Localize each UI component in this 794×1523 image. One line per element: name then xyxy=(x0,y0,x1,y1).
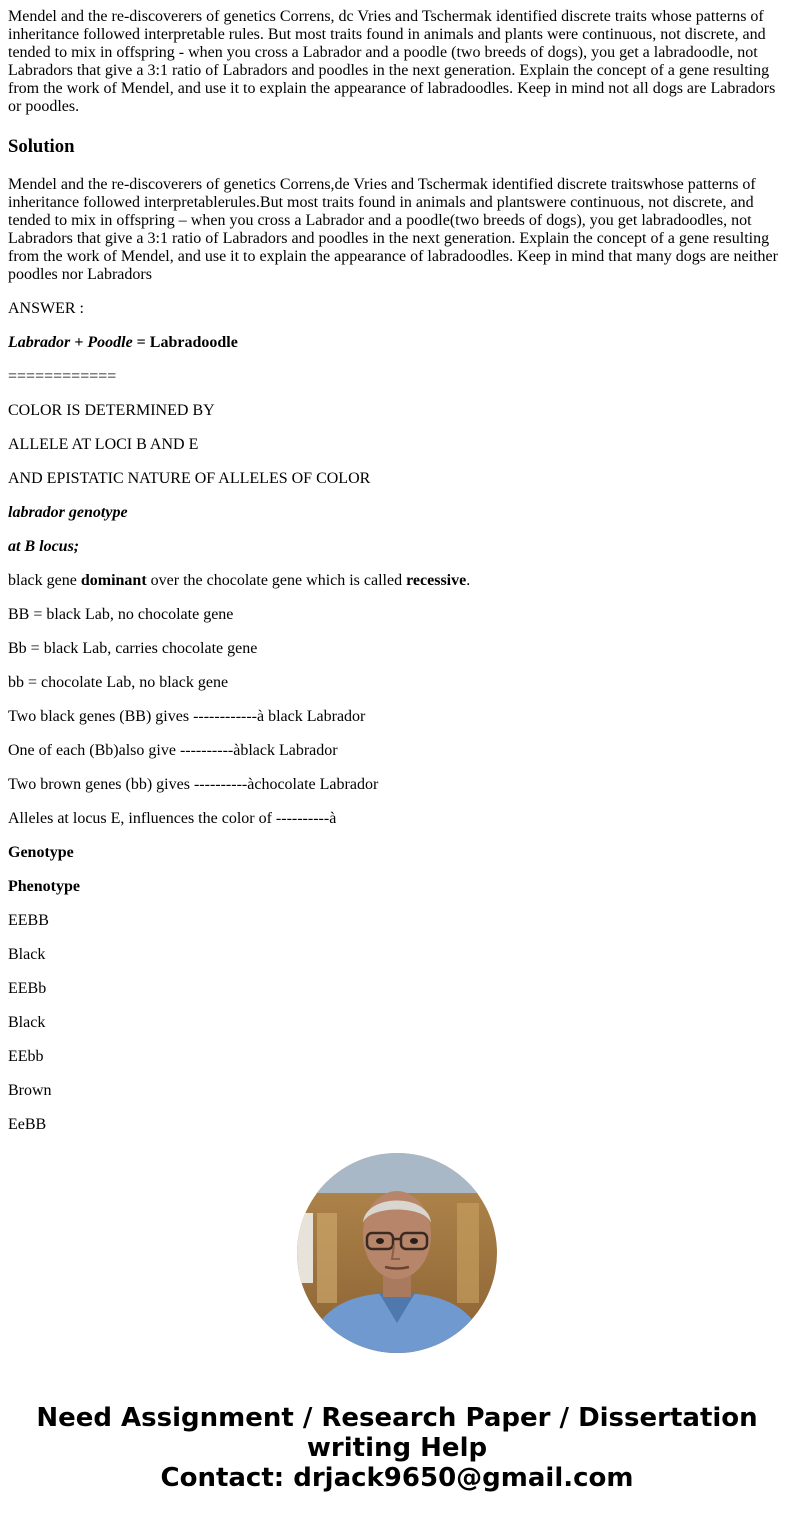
promo-line-2: writing Help xyxy=(306,1433,488,1463)
dominance-mid: over the chocolate gene which is called xyxy=(146,572,407,589)
answer-label: ANSWER : xyxy=(8,300,84,317)
color-line-1: COLOR IS DETERMINED BY xyxy=(8,402,215,419)
table-cell-genotype: EeBB xyxy=(8,1116,47,1133)
b-locus-text: at B locus; xyxy=(8,538,80,555)
genotype-line: BB = black Lab, no chocolate gene xyxy=(8,606,234,623)
cross-equation xyxy=(8,334,780,352)
dominance-statement xyxy=(8,572,780,590)
divider-line: ============ xyxy=(8,368,117,385)
phenotype-header-text: Phenotype xyxy=(8,878,80,895)
promo-line-1: Need Assignment / Research Paper / Dissertation xyxy=(36,1403,758,1433)
genotype-line: Bb = black Lab, carries chocolate gene xyxy=(8,640,258,657)
genotype-line: Two brown genes (bb) gives ----------àchocolate Labrador xyxy=(8,776,379,793)
genotype-line: Two black genes (BB) gives ------------à black Labrador xyxy=(8,708,366,725)
color-line-2: ALLELE AT LOCI B AND E xyxy=(8,436,199,453)
table-cell-phenotype: Black xyxy=(8,1014,46,1031)
table-header-phenotype xyxy=(8,878,780,896)
labrador-genotype-text: labrador genotype xyxy=(8,504,128,521)
labrador-genotype-heading xyxy=(8,504,780,522)
person-portrait-icon xyxy=(297,1153,497,1353)
dominance-pre: black gene xyxy=(8,572,81,589)
solution-heading: Solution xyxy=(8,136,75,157)
table-cell-phenotype: Brown xyxy=(8,1082,52,1099)
question-text: Mendel and the re-discoverers of genetics Correns, dc Vries and Tschermak identified discrete traits whose patterns of inheritance followed interpretable rules. But most traits found in animals and plants were continuous, not discrete, and tended to mix in offspring - when you cross a Labrador and a poodle (two breeds of dogs), you get a labradoodle, not Labradors that give a 3:1 ratio of Labradors and poodles in the next generation. Explain the concept of a gene resulting from the work of Mendel, and use it to explain the appearance of labradoodles. Keep in mind not all dogs are Labradors or poodles. xyxy=(8,8,776,115)
promo-contact: Contact: drjack9650@gmail.com xyxy=(160,1463,634,1493)
table-cell-phenotype: Black xyxy=(8,946,46,963)
table-header-genotype xyxy=(8,844,780,862)
table-cell-genotype: EEbb xyxy=(8,1048,44,1065)
table-cell-genotype: EEBB xyxy=(8,912,49,929)
solution-intro: Mendel and the re-discoverers of genetics Correns,de Vries and Tschermak identified discrete traitswhose patterns of inheritance followed interpretablerules.But most traits found in animals and plantswere continuous, not discrete, and tended to mix in offspring – when you cross a Labrador and a poodle(two breeds of dogs), you get labradoodles, not Labradors that give a 3:1 ratio of Labradors and poodles in the next generation. Explain the concept of a gene resulting from the work of Mendel, and use it to explain the appearance of labradoodles. Keep in mind that many dogs are neither poodles nor Labradors xyxy=(8,176,778,283)
cross-parents: Labrador + Poodle xyxy=(8,334,133,351)
dominant-term: dominant xyxy=(80,572,147,589)
dominance-post: . xyxy=(466,572,471,589)
color-line-3: AND EPISTATIC NATURE OF ALLELES OF COLOR xyxy=(8,470,371,487)
genotype-line: bb = chocolate Lab, no black gene xyxy=(8,674,229,691)
b-locus-heading xyxy=(8,538,780,556)
genotype-line: Alleles at locus E, influences the color of ----------à xyxy=(8,810,337,827)
author-avatar xyxy=(297,1153,497,1353)
recessive-term: recessive xyxy=(406,572,467,589)
genotype-line: One of each (Bb)also give ----------àblack Labrador xyxy=(8,742,338,759)
promo-banner xyxy=(0,1403,794,1493)
table-cell-genotype: EEBb xyxy=(8,980,47,997)
document-body xyxy=(8,8,780,1133)
cross-result: = Labradoodle xyxy=(132,334,238,351)
genotype-header-text: Genotype xyxy=(8,844,74,861)
